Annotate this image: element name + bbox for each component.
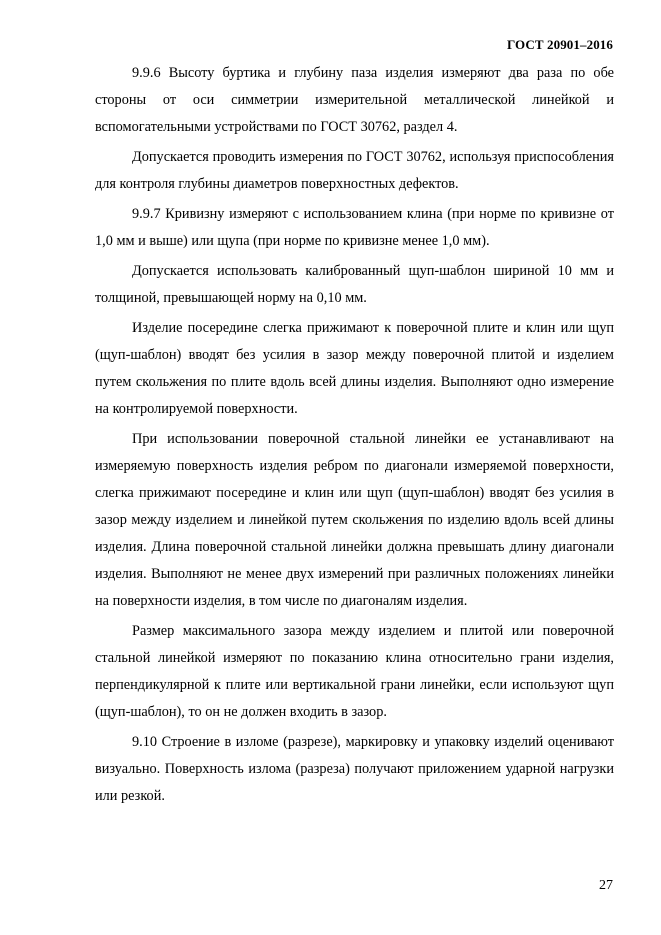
paragraph-permitted-gost: Допускается проводить измерения по ГОСТ 30762, используя приспособления для контроля глубины диаметров поверхностных дефектов. (95, 149, 614, 192)
paragraph-9-9-6: 9.9.6 Высоту буртика и глубину паза изделия измеряют два раза по обе стороны от оси симметрии измерительной металлической линейкой и вспомогательными устройствами по ГОСТ 30762, раздел 4. (95, 65, 614, 135)
document-code-header: ГОСТ 20901–2016 (506, 37, 613, 52)
page-number: 27 (599, 878, 613, 893)
paragraph-9-10: 9.10 Строение в изломе (разрезе), маркировку и упаковку изделий оценивают визуально. Поверхность излома (разреза) получают приложением ударной нагрузки или резкой. (95, 734, 614, 804)
paragraph-ruler-method: При использовании поверочной стальной линейки ее устанавливают на измеряемую поверхность изделия ребром по диагонали измеряемой поверхности, слегка прижимают посередине и клин или щуп (щуп-шаблон) вводят без усилия в зазор между изделием и линейкой путем скольжения по изделию вдоль всей длины изделия. Длина поверочной стальной линейки должна превышать длину диагонали изделия. Выполняют не менее двух измерений при различных положениях линейки на поверхности изделия, в том числе по диагоналям изделия. (95, 431, 614, 609)
document-body (95, 60, 614, 813)
paragraph-9-9-7: 9.9.7 Кривизну измеряют с использованием клина (при норме по кривизне от 1,0 мм и выше) или щупа (при норме по кривизне менее 1,0 мм). (95, 206, 614, 249)
paragraph-feeler-template: Допускается использовать калиброванный щуп-шаблон шириной 10 мм и толщиной, превышающей норму на 0,10 мм. (95, 263, 614, 306)
paragraph-plate-method: Изделие посередине слегка прижимают к поверочной плите и клин или щуп (щуп-шаблон) вводят без усилия в зазор между поверочной плитой и изделием путем скольжения по плите вдоль всей длины изделия. Выполняют одно измерение на контролируемой поверхности. (95, 320, 614, 417)
paragraph-max-gap: Размер максимального зазора между изделием и плитой или поверочной стальной линейкой измеряют по показанию клина относительно грани изделия, перпендикулярной к плите или вертикальной грани линейки, если используют щуп (щуп-шаблон), то он не должен входить в зазор. (95, 623, 614, 720)
